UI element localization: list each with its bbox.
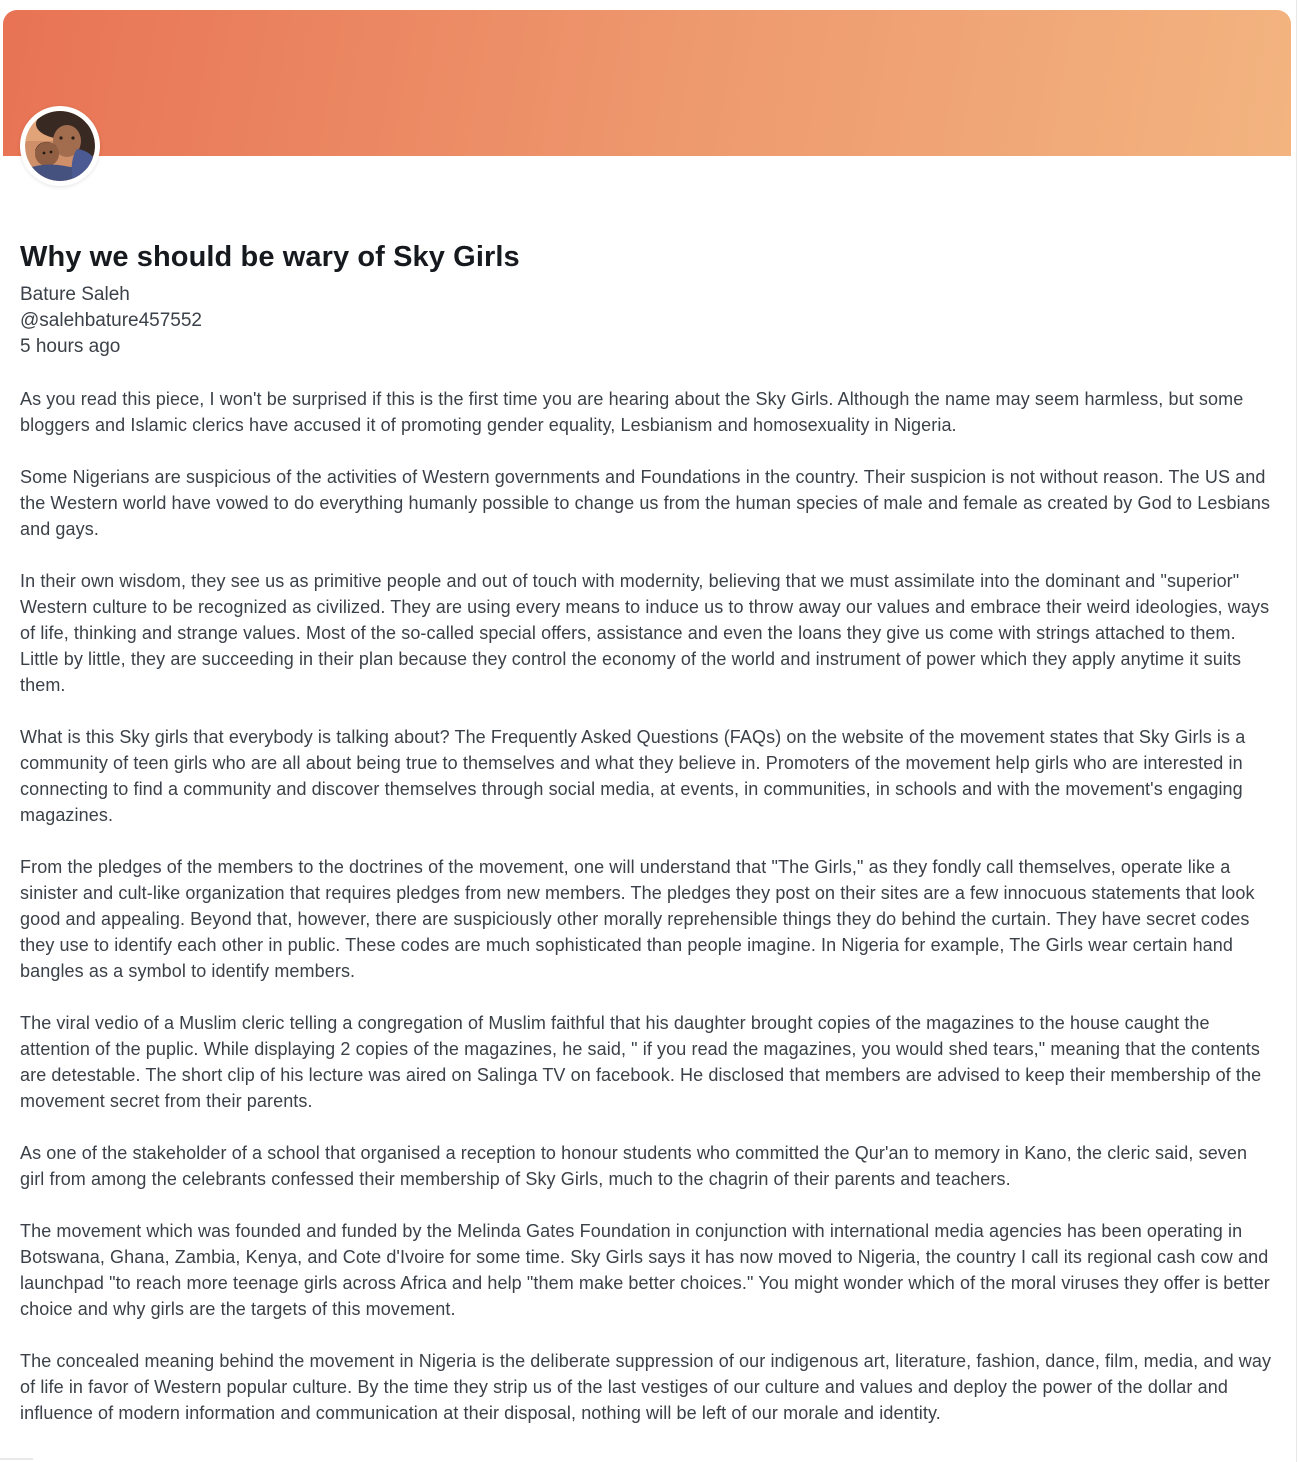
author-name[interactable]: Bature Saleh bbox=[20, 284, 130, 305]
avatar-photo bbox=[25, 111, 95, 181]
post-meta bbox=[20, 282, 1272, 360]
partial-divider bbox=[0, 1458, 33, 1460]
article-paragraph: In their own wisdom, they see us as primitive people and out of touch with modernity, believing that we must assimilate into the dominant and "superior" Western culture to be recognized as civilized. They are using every means to induce us to throw away our values and embrace their weird ideologies, ways of life, thinking and strange values. Most of the so-called special offers, assistance and even the loans they give us come with strings attached to them. Little by little, they are succeeding in their plan because they control the economy of the world and instrument of power which they apply anytime it suits them. bbox=[20, 571, 1270, 695]
post-body bbox=[20, 386, 1272, 1426]
author-handle[interactable]: @salehbature457552 bbox=[20, 310, 202, 331]
profile-banner bbox=[3, 10, 1291, 156]
article-paragraph: As you read this piece, I won't be surprised if this is the first time you are hearing about the Sky Girls. Although the name may seem harmless, but some bloggers and Islamic clerics have accused it of promoting gender equality, Lesbianism and homosexuality in Nigeria. bbox=[20, 389, 1244, 435]
article-paragraph: Some Nigerians are suspicious of the activities of Western governments and Foundations in the country. Their suspicion is not without reason. The US and the Western world have vowed to do everything humanly possible to change us from the human species of male and female as created by God to Lesbians and gays. bbox=[20, 467, 1271, 539]
article bbox=[20, 240, 1272, 1452]
article-paragraph: The movement which was founded and funded by the Melinda Gates Foundation in conjunction with international media agencies has been operating in Botswana, Ghana, Zambia, Kenya, and Cote d'Ivoire for some time. Sky Girls says it has now moved to Nigeria, the country I call its regional cash cow and launchpad "to reach more teenage girls across Africa and help "them make better choices." You might wonder which of the moral viruses they offer is better choice and why girls are the targets of this movement. bbox=[20, 1221, 1270, 1319]
post-title: Why we should be wary of Sky Girls bbox=[20, 241, 520, 273]
article-paragraph: The concealed meaning behind the movement in Nigeria is the deliberate suppression of our indigenous art, literature, fashion, dance, film, media, and way of life in favor of Western popular culture. By the time they strip us of the last vestiges of our culture and values and deploy the power of the dollar and influence of modern information and communication at their disposal, nothing will be left of our morale and identity. bbox=[20, 1351, 1272, 1423]
avatar[interactable] bbox=[20, 106, 100, 186]
article-paragraph: As one of the stakeholder of a school that organised a reception to honour students who committed the Qur'an to memory in Kano, the cleric said, seven girl from among the celebrants confessed their membership of Sky Girls, much to the chagrin of their parents and teachers. bbox=[20, 1143, 1248, 1189]
article-paragraph: From the pledges of the members to the doctrines of the movement, one will understand that "The Girls," as they fondly call themselves, operate like a sinister and cult-like organization that requires pledges from new members. The pledges they post on their sites are a few innocuous statements that look good and appealing. Beyond that, however, there are suspiciously other morally reprehensible things they do behind the curtain. They have secret codes they use to identify each other in public. These codes are much sophisticated than people imagine. In Nigeria for example, The Girls wear certain hand bangles as a symbol to identify members. bbox=[20, 857, 1255, 981]
article-paragraph: What is this Sky girls that everybody is talking about? The Frequently Asked Questions (FAQs) on the website of the movement states that Sky Girls is a community of teen girls who are all about being true to themselves and what they believe in. Promoters of the movement help girls who are interested in connecting to find a community and discover themselves through social media, at events, in communities, in schools and with the movement's engaging magazines. bbox=[20, 727, 1246, 825]
post-timestamp: 5 hours ago bbox=[20, 336, 121, 357]
article-paragraph: The viral vedio of a Muslim cleric telling a congregation of Muslim faithful that his daughter brought copies of the magazines to the house caught the attention of the puplic. While displaying 2 copies of the magazines, he said, " if you read the magazines, you would shed tears," meaning that the contents are detestable. The short clip of his lecture was aired on Salinga TV on facebook. He disclosed that members are advised to keep their membership of the movement secret from their parents. bbox=[20, 1013, 1262, 1111]
